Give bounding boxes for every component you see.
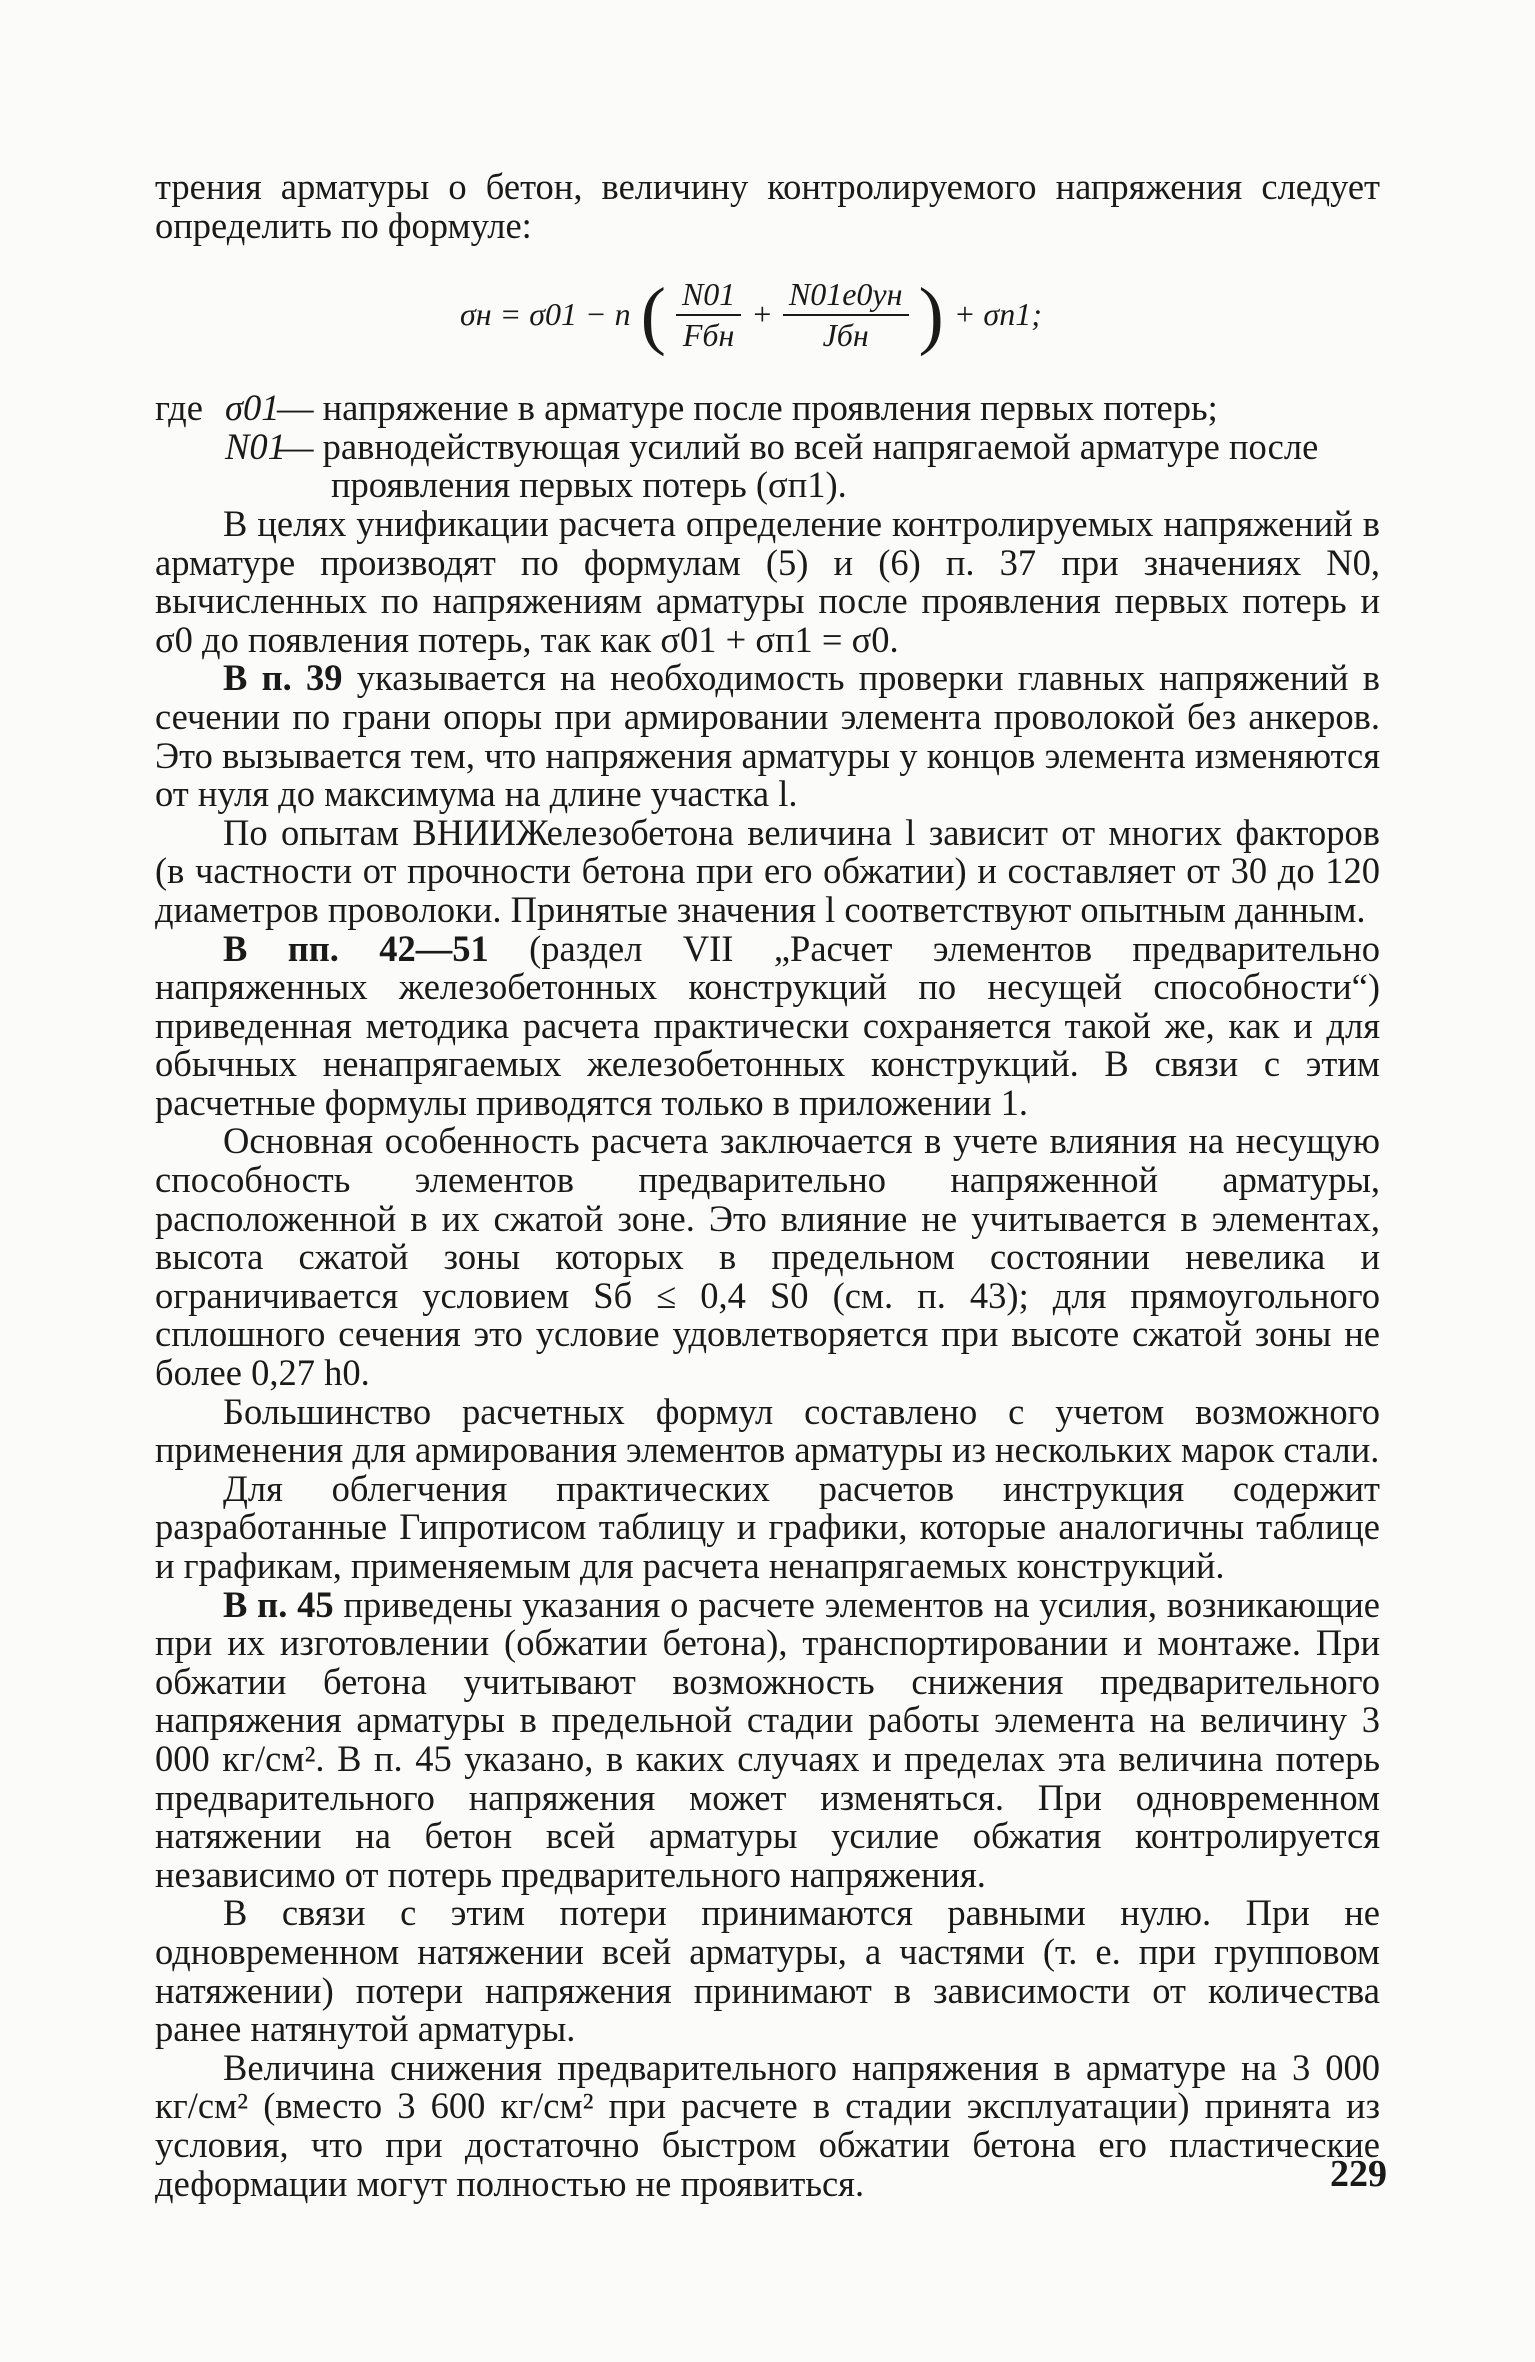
paragraph-4-ref: В пп. 42—51: [223, 927, 489, 969]
paragraph-10: Величина снижения предварительного напряжения в арматуре на 3 000 кг/см² (вместо 3 600 кг/см² при расчете в стадии эксплуатации) принята из условия, что при достаточно быстром обжатии бетона его пластические деформации могут полностью не проявиться.: [155, 2046, 1380, 2204]
fraction-1-numerator: N01: [676, 275, 741, 316]
paragraph-8-text: приведены указания о расчете элементов на усилия, возникающие при их изготовлении (обжатии бетона), транспортировании и монтаже. При обжатии бетона учитывают возможность снижения предварительного напряжения арматуры в предельной стадии работы элемента на величину 3 000 кг/см². В п. 45 указано, в каких случаях и пределах эта величина потерь предварительного напряжения может изменяться. При одновременном натяжении на бетон всей арматуры усилие обжатия контролируется независимо от потерь предварительного напряжения.: [155, 1583, 1380, 1895]
stress-formula: [155, 245, 1380, 385]
definition-1-text: — напряжение в арматуре после проявления первых потерь;: [277, 387, 1218, 429]
definition-1-symbol: σ01: [225, 387, 280, 429]
definition-2-text: — равнодействующая усилий во всей напрягаемой арматуре после: [277, 425, 1319, 467]
definition-2: [155, 425, 1380, 467]
paragraph-1: В целях унификации расчета определение контролируемых напряжений в арматуре производят по формулам (5) и (6) п. 37 при значениях N0, вычисленных по напряжениям арматуры после проявления первых потерь и σ0 до появления потерь, так как σ01 + σп1 = σ0.: [155, 502, 1380, 660]
formula-lhs: σн = σ01 − n: [460, 296, 631, 333]
left-paren: (: [640, 272, 666, 357]
paragraph-7: Для облегчения практических расчетов инструкция содержит разработанные Гипротисом таблицу и графики, которые аналогичны таблице и графикам, применяемым для расчета ненапрягаемых конструкций.: [155, 1467, 1380, 1586]
paragraph-9: В связи с этим потери принимаются равными нулю. При не одновременном натяжении всей арматуры, а частями (т. е. при групповом натяжении) потери напряжения принимают в зависимости от количества ранее натянутой арматуры.: [155, 1892, 1380, 2050]
paragraph-2-text: указывается на необходимость проверки главных напряжений в сечении по грани опоры при армировании элемента проволокой без анкеров. Это вызывается тем, что напряжения арматуры у концов элемента изменяются от нуля до максимума на длине участка l.: [155, 657, 1380, 815]
page-number: 229: [1330, 2153, 1387, 2195]
paragraph-8-ref: В п. 45: [223, 1583, 334, 1625]
formula-tail: + σп1;: [953, 296, 1042, 333]
definitions: [155, 389, 1380, 505]
formula-plus: +: [751, 296, 773, 333]
paragraph-6: Большинство расчетных формул составлено с учетом возможного применения для армирования элементов арматуры из нескольких марок стали.: [155, 1390, 1380, 1471]
paragraph-4-text: (раздел VII „Расчет элементов предварительно напряженных железобетонных конструкций по несущей способности“) приведенная методика расчета практически сохраняется такой же, как и для обычных ненапрягаемых железобетонных конструкций. В связи с этим расчетные формулы приводятся только в приложении 1.: [155, 927, 1381, 1123]
paragraph-2: [155, 659, 1380, 813]
right-paren: ): [918, 272, 944, 357]
paragraph-5: Основная особенность расчета заключается в учете влияния на несущую способность элементов предварительно напряженной арматуры, расположенной в их сжатой зоне. Это влияние не учитывается в элементах, высота сжатой зоны которых в предельном состоянии невелика и ограничивается условием Sб ≤ 0,4 S0 (см. п. 43); для прямоугольного сплошного сечения это условие удовлетворяется при высоте сжатой зоны не более 0,27 h0.: [155, 1120, 1380, 1394]
body-text: [155, 168, 1380, 2203]
fraction-2-numerator: N01e0yн: [783, 275, 909, 316]
fraction-1-denominator: Fбн: [682, 316, 735, 353]
fraction-1: [676, 275, 741, 354]
fraction-2-denominator: Jбн: [822, 316, 869, 353]
paragraph-2-ref: В п. 39: [223, 657, 343, 699]
definition-2-symbol: N01: [225, 425, 286, 467]
definition-1: [155, 389, 1380, 428]
paragraph-3: По опытам ВНИИЖелезобетона величина l зависит от многих факторов (в частности от прочности бетона при его обжатии) и составляет от 30 до 120 диаметров проволоки. Принятые значения l соответствуют опытным данным.: [155, 811, 1380, 930]
definitions-lead: где: [155, 387, 203, 429]
fraction-2: [783, 275, 909, 354]
paragraph-8: [155, 1583, 1380, 1895]
paragraph-4: [155, 927, 1381, 1123]
intro-paragraph: трения арматуры о бетон, величину контролируемого напряжения следует определить по формуле:: [155, 166, 1380, 246]
definition-2-continuation: проявления первых потерь (σп1).: [331, 464, 847, 506]
